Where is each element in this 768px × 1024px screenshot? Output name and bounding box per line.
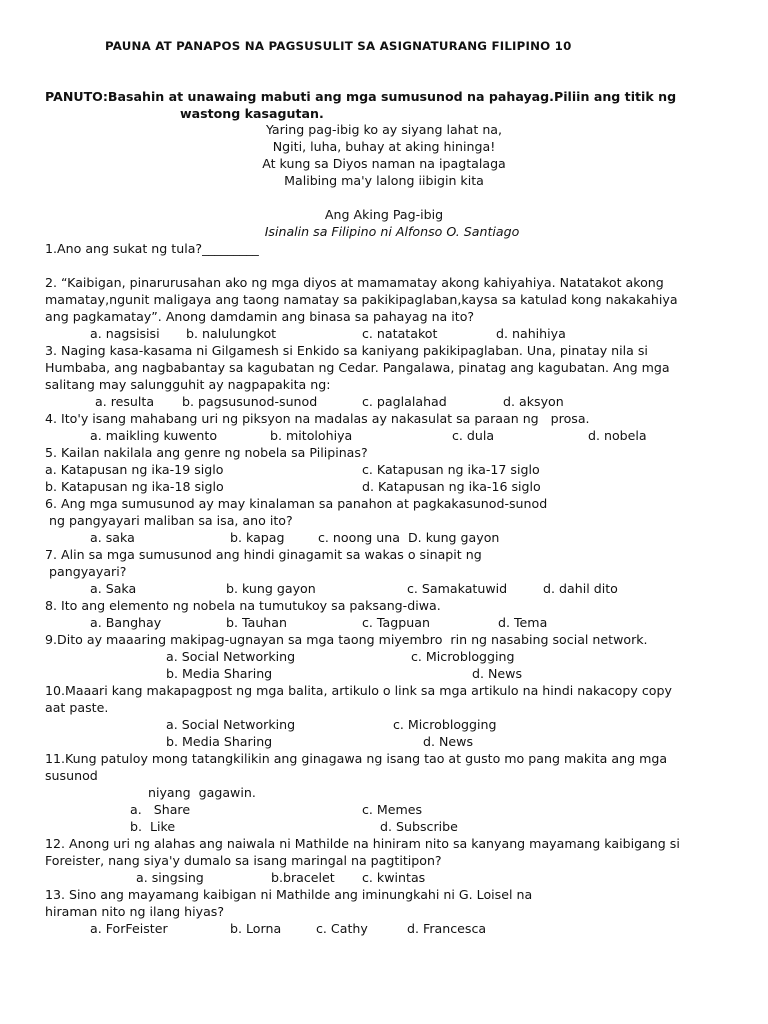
choice-b: b. Tauhan xyxy=(226,615,287,630)
choice-c: c. Memes xyxy=(362,802,423,817)
question-2-line: mamatay,ngunit maligaya ang taong namatay sa pakikipaglaban,kaysa sa katulad kong nakakahiya xyxy=(45,292,678,307)
choice-b: b. Lorna xyxy=(230,921,282,936)
question-6-line: 6. Ang mga sumusunod ay may kinalaman sa panahon at pagkakasunod-sunod xyxy=(45,496,548,511)
poem-line: Malibing ma'y lalong iibigin kita xyxy=(284,173,484,188)
question-7-line: pangyayari? xyxy=(45,564,127,579)
question-2-line: 2. “Kaibigan, pinarurusahan ako ng mga diyos at mamamatay akong kahiyahiya. Natatakot akong xyxy=(45,275,664,290)
choice-c: c. kwintas xyxy=(362,870,426,885)
question-4: 4. Ito'y isang mahabang uri ng piksyon na madalas ay nakasulat sa paraan ng prosa. xyxy=(45,411,590,426)
question-1: 1.Ano ang sukat ng tula?_________ xyxy=(45,241,259,256)
question-6-line: ng pangyayari maliban sa isa, ano ito? xyxy=(45,513,293,528)
choice-a: a. Saka xyxy=(90,581,137,596)
question-5: 5. Kailan nakilala ang genre ng nobela sa Pilipinas? xyxy=(45,445,368,460)
choice-b: b. pagsusunod-sunod xyxy=(182,394,318,409)
choice-c: c. Samakatuwid xyxy=(407,581,508,596)
question-3-line: salitang may salungguhit ay nagpapakita ng: xyxy=(45,377,331,392)
poem-title: Ang Aking Pag-ibig xyxy=(324,207,444,222)
poem-line: Yaring pag-ibig ko ay siyang lahat na, xyxy=(265,122,503,137)
choice-b: b. Media Sharing xyxy=(166,734,273,749)
question-11-line: 11.Kung patuloy mong tatangkilikin ang ginagawa ng isang tao at gusto mo pang makita ang mga xyxy=(45,751,668,766)
choice-d: d. Subscribe xyxy=(380,819,458,834)
choice-b: b. Katapusan ng ika-18 siglo xyxy=(45,479,224,494)
choice-c: c. paglalahad xyxy=(362,394,447,409)
choice-cd: c. noong una D. kung gayon xyxy=(318,530,500,545)
question-12-line: 12. Anong uri ng alahas ang naiwala ni Mathilde na hiniram nito sa kanyang mayamang kaibigang si xyxy=(45,836,680,851)
choice-a: a. saka xyxy=(90,530,135,545)
poem-line: Ngiti, luha, buhay at aking hininga! xyxy=(272,139,496,154)
choice-b: b. kapag xyxy=(230,530,285,545)
choice-a: a. maikling kuwento xyxy=(90,428,218,443)
choice-d: d. Tema xyxy=(498,615,548,630)
choice-c: c. Cathy xyxy=(316,921,368,936)
choice-d: d. nobela xyxy=(588,428,647,443)
poem-credit: Isinalin sa Filipino ni Alfonso O. Santiago xyxy=(264,224,520,239)
question-13-line: 13. Sino ang mayamang kaibigan ni Mathilde ang iminungkahi ni G. Loisel na xyxy=(45,887,533,902)
question-10-line: aat paste. xyxy=(45,700,109,715)
choice-a: a. Banghay xyxy=(90,615,162,630)
choice-c: c. dula xyxy=(452,428,495,443)
choice-a: a. Katapusan ng ika-19 siglo xyxy=(45,462,224,477)
choice-b: b. mitolohiya xyxy=(270,428,353,443)
choice-d: d. aksyon xyxy=(503,394,564,409)
choice-a: a. nagsisisi xyxy=(90,326,160,341)
question-11-line: susunod xyxy=(45,768,98,783)
question-3-line: 3. Naging kasa-kasama ni Gilgamesh si Enkido sa kaniyang pakikipaglaban. Una, pinatay nila si xyxy=(45,343,648,358)
choice-a: a. ForFeister xyxy=(90,921,168,936)
choice-d: d. Katapusan ng ika-16 siglo xyxy=(362,479,541,494)
choice-c: c. Katapusan ng ika-17 siglo xyxy=(362,462,540,477)
question-12-line: Foreister, nang siya'y dumalo sa isang maringal na pagtitipon? xyxy=(45,853,442,868)
choice-d: d. Francesca xyxy=(407,921,487,936)
choice-a: a. Share xyxy=(130,802,191,817)
question-10-line: 10.Maaari kang makapagpost ng mga balita, artikulo o link sa mga artikulo na hindi nakacopy copy xyxy=(45,683,672,698)
choice-c: c. Microblogging xyxy=(411,649,515,664)
question-7-line: 7. Alin sa mga sumusunod ang hindi ginagamit sa wakas o sinapit ng xyxy=(45,547,482,562)
poem-line: At kung sa Diyos naman na ipagtalaga xyxy=(262,156,506,171)
choice-b: b.bracelet xyxy=(271,870,335,885)
choice-b: b. nalulungkot xyxy=(186,326,277,341)
choice-d: d. News xyxy=(423,734,474,749)
question-13-line: hiraman nito ng ilang hiyas? xyxy=(45,904,225,919)
choice-a: a. resulta xyxy=(95,394,155,409)
choice-d: d. News xyxy=(472,666,523,681)
choice-b: b. kung gayon xyxy=(226,581,316,596)
question-9: 9.Dito ay maaaring makipag-ugnayan sa mga taong miyembro rin ng nasabing social network. xyxy=(45,632,648,647)
choice-c: c. Tagpuan xyxy=(362,615,430,630)
question-8: 8. Ito ang elemento ng nobela na tumutukoy sa paksang-diwa. xyxy=(45,598,441,613)
page-title: PAUNA AT PANAPOS NA PAGSUSULIT SA ASIGNATURANG FILIPINO 10 xyxy=(105,39,572,53)
choice-c: c. Microblogging xyxy=(393,717,497,732)
question-3-line: Humbaba, ang nagbabantay sa kagubatan ng Cedar. Pangalawa, pinatag ang kagubatan. Ang mga xyxy=(45,360,670,375)
choice-b: b. Like xyxy=(130,819,176,834)
choice-d: d. nahihiya xyxy=(496,326,566,341)
choice-d: d. dahil dito xyxy=(543,581,618,596)
instructions-line-2: wastong kasagutan. xyxy=(180,106,324,121)
question-2-line: ang pagkamatay”. Anong damdamin ang binasa sa pahayag na ito? xyxy=(45,309,475,324)
choice-a: a. singsing xyxy=(136,870,204,885)
choice-b: b. Media Sharing xyxy=(166,666,273,681)
choice-a: a. Social Networking xyxy=(166,649,296,664)
instructions-line-1: PANUTO:Basahin at unawaing mabuti ang mga sumusunod na pahayag.Piliin ang titik ng xyxy=(45,89,677,104)
choice-a: a. Social Networking xyxy=(166,717,296,732)
choice-c: c. natatakot xyxy=(362,326,438,341)
question-11-line: niyang gagawin. xyxy=(148,785,256,800)
